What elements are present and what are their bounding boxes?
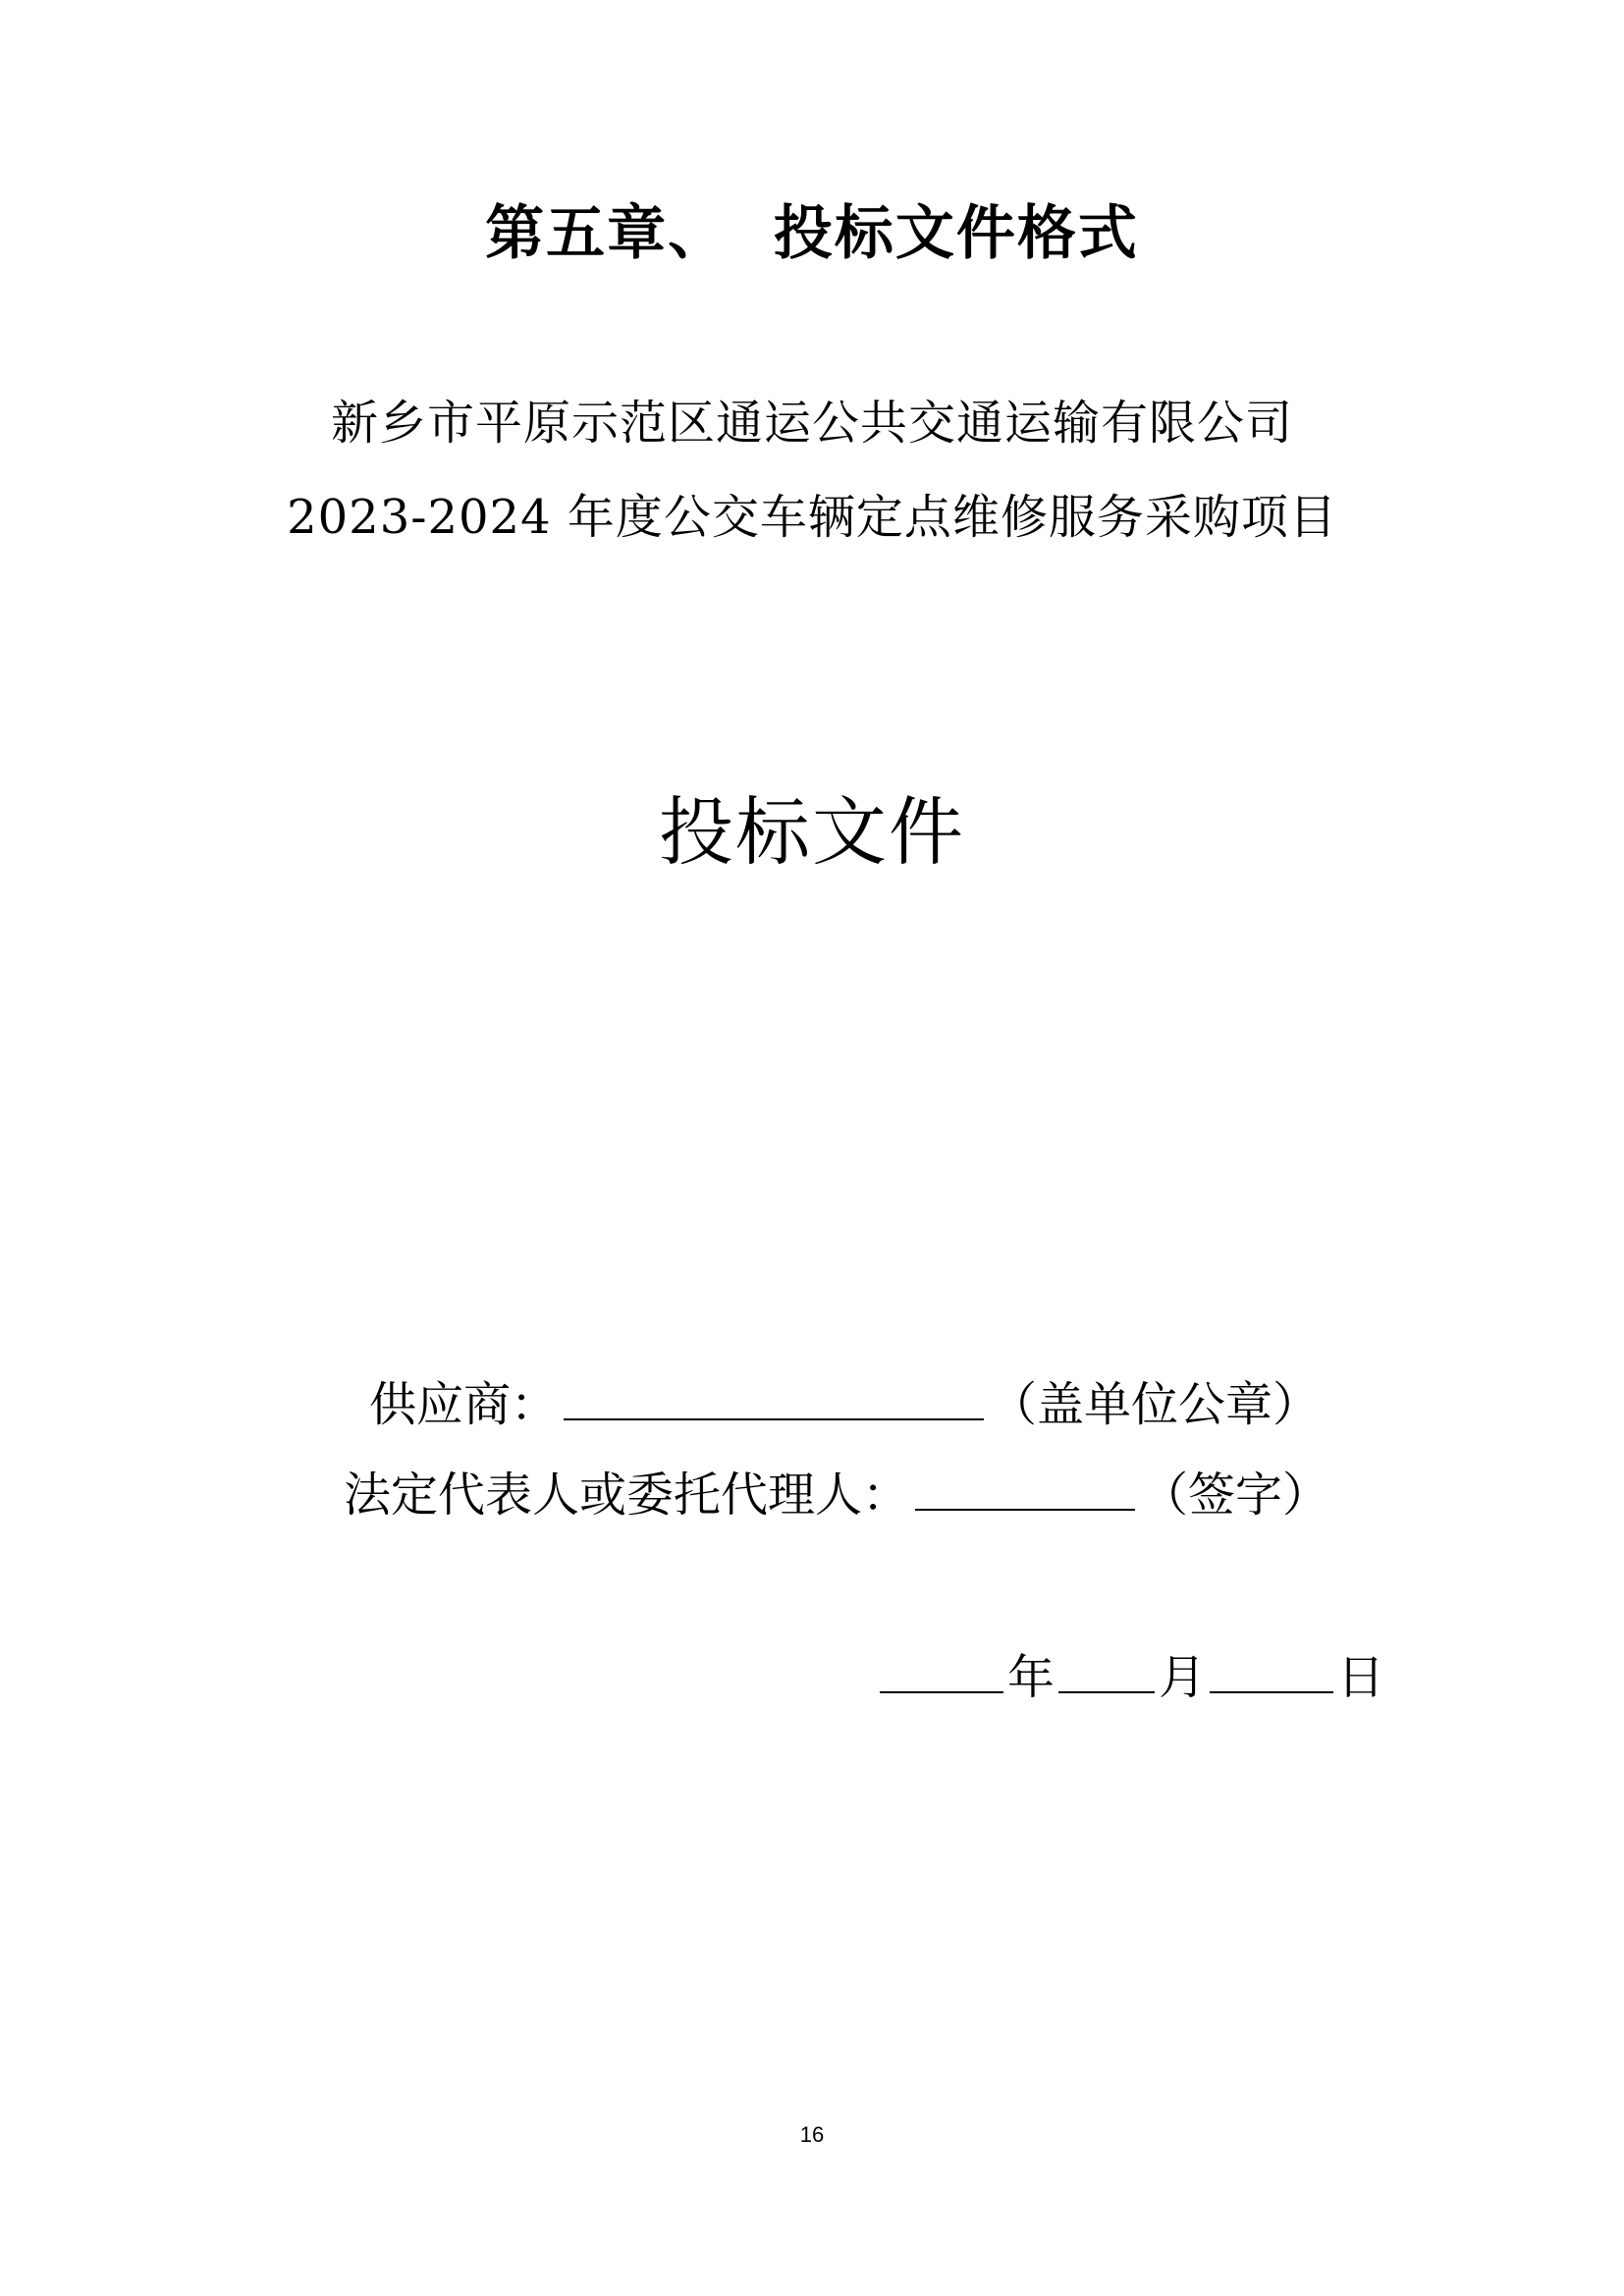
project-name-line-1: 新乡市平原示范区通运公共交通运输有限公司 <box>330 396 1293 451</box>
day-blank-line[interactable] <box>1210 1648 1333 1693</box>
page-number: 16 <box>799 2122 825 2147</box>
representative-label: 法定代表人或委托代理人： <box>344 1468 910 1522</box>
year-label: 年 <box>1007 1650 1056 1705</box>
supplier-signature-row <box>369 1372 1320 1437</box>
supplier-seal-note: （盖单位公章） <box>990 1377 1321 1432</box>
supplier-label: 供应商： <box>369 1377 559 1432</box>
day-label: 日 <box>1337 1650 1385 1705</box>
month-label: 月 <box>1159 1650 1207 1705</box>
year-blank-line[interactable] <box>880 1648 1003 1693</box>
representative-blank-line[interactable] <box>915 1466 1135 1511</box>
chapter-title: 第五章、 投标文件格式 <box>485 199 1139 268</box>
project-name-line-2: 2023-2024 年度公交车辆定点维修服务采购项目 <box>287 490 1337 545</box>
document-title: 投标文件 <box>659 788 965 876</box>
supplier-blank-line[interactable] <box>564 1375 984 1420</box>
representative-signature-row <box>344 1463 1329 1527</box>
month-blank-line[interactable] <box>1058 1648 1155 1693</box>
date-row <box>880 1645 1384 1710</box>
representative-sign-note: （签字） <box>1141 1468 1330 1522</box>
